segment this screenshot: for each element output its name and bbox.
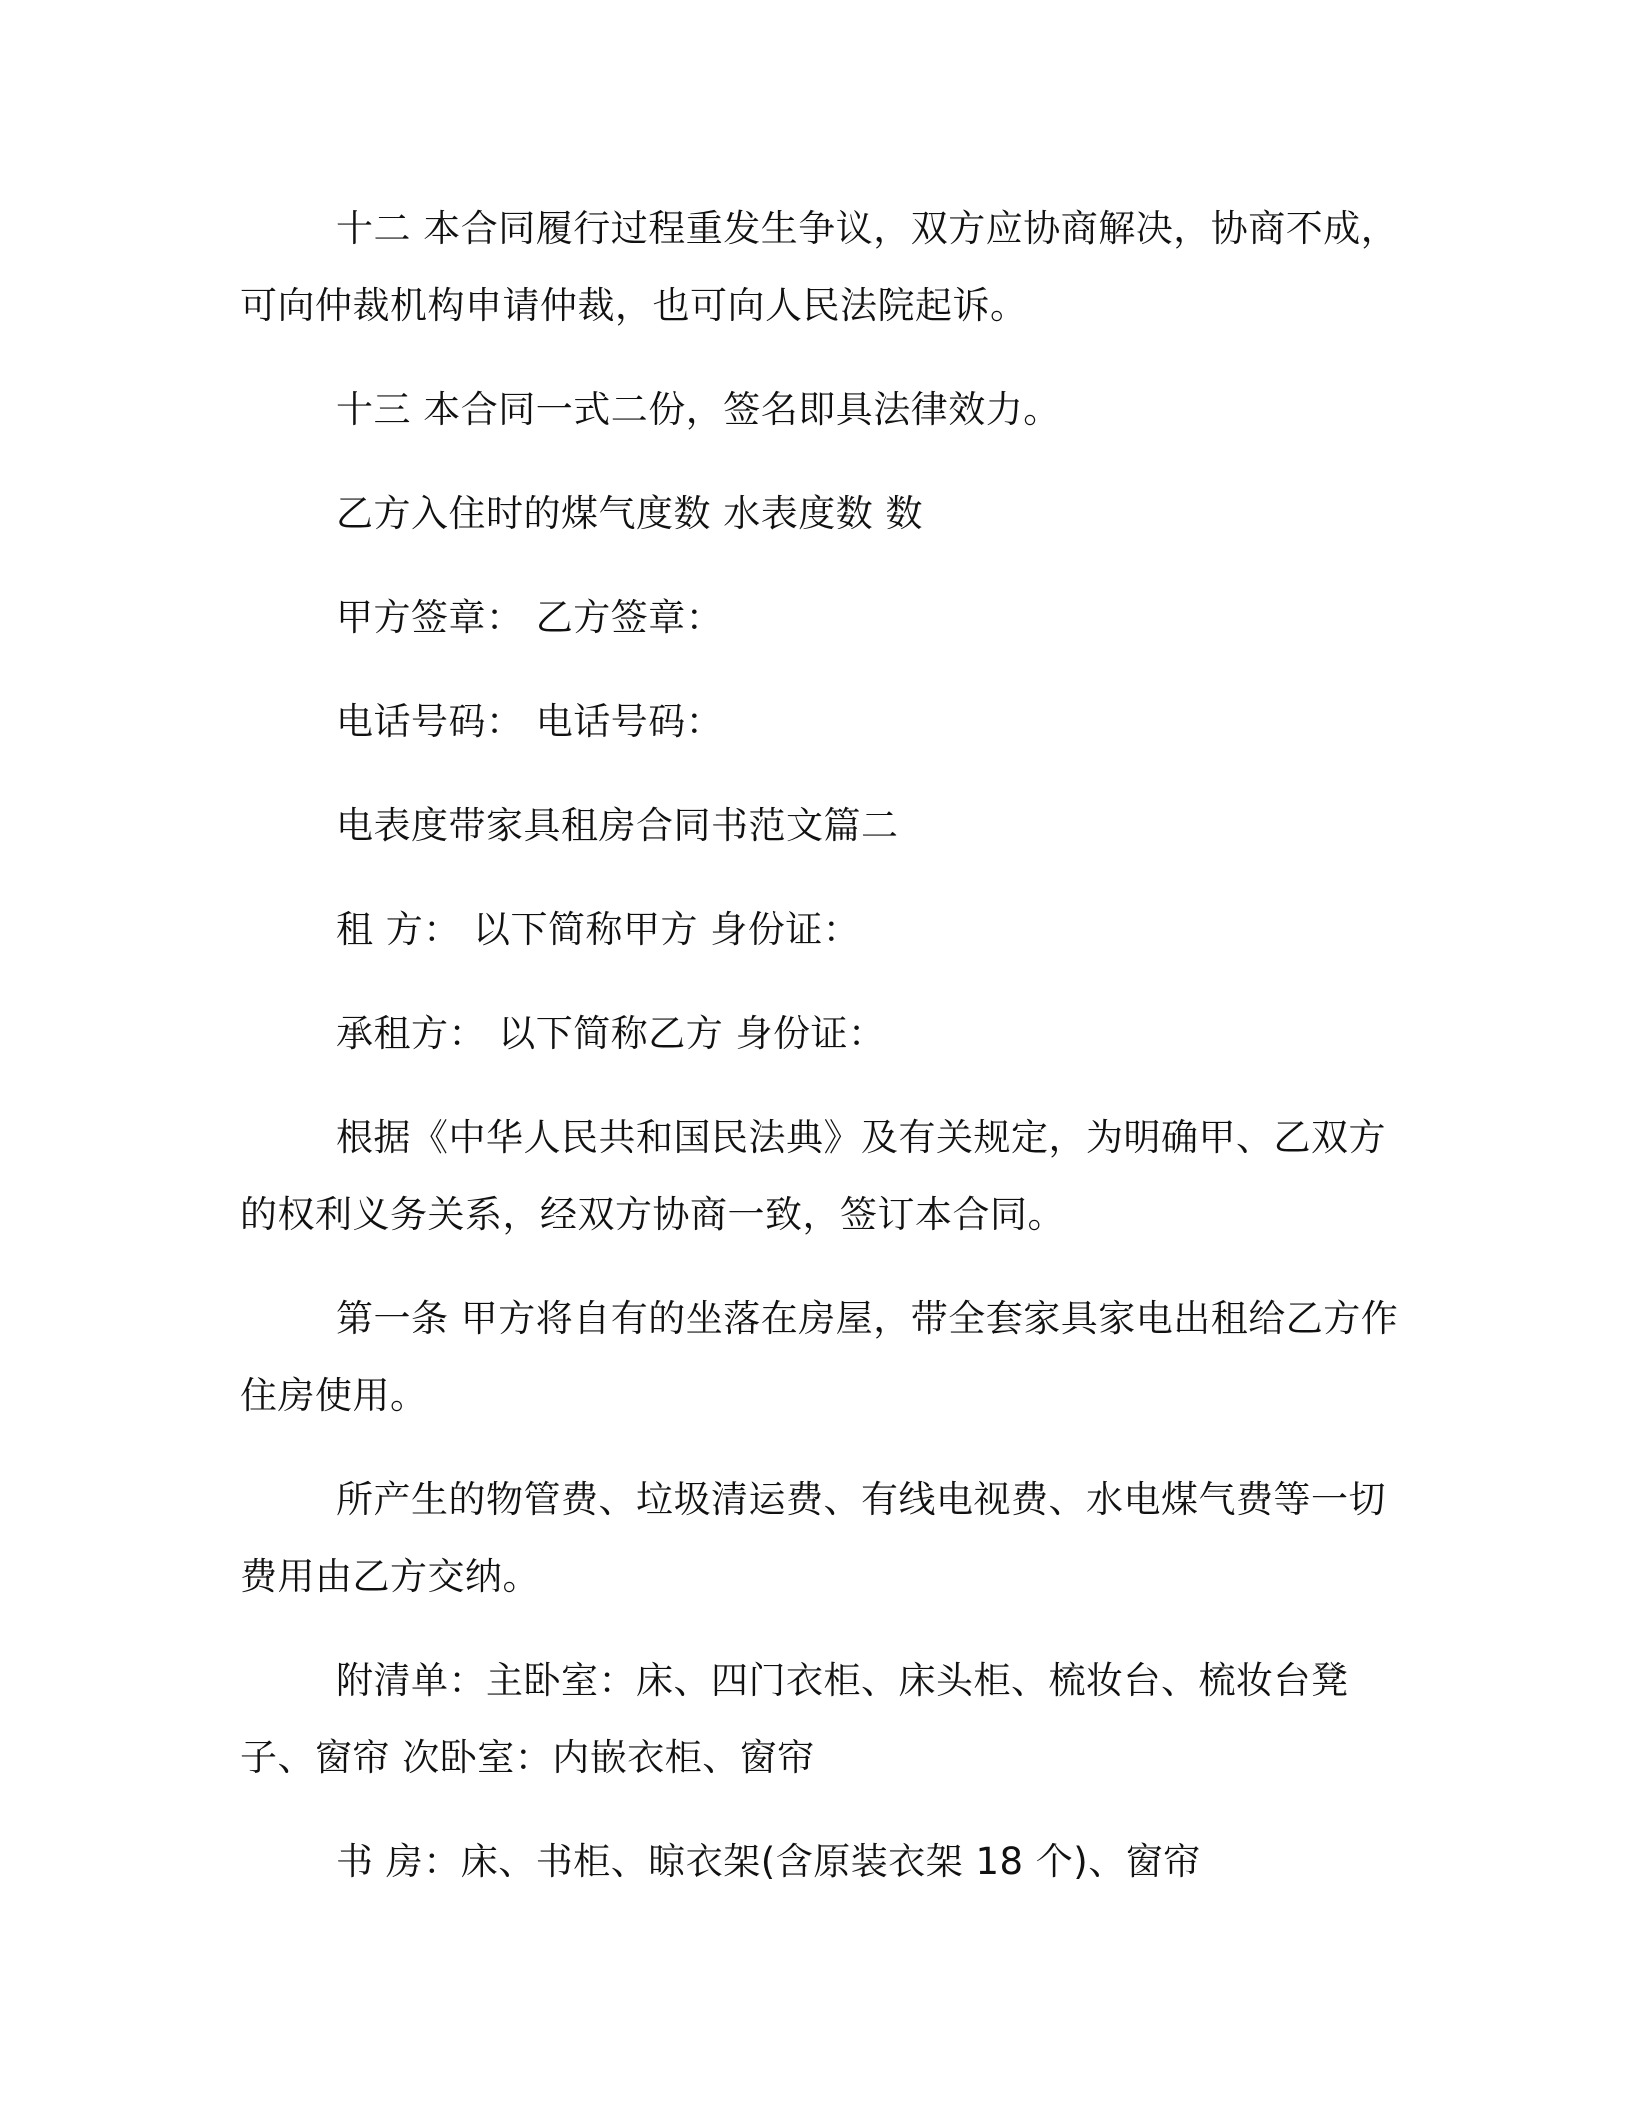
paragraph-furniture-list: 附清单：主卧室：床、四门衣柜、床头柜、梳妆台、梳妆台凳子、窗帘 次卧室：内嵌衣柜、窗帘: [240, 1659, 1349, 1779]
paragraph-meter-readings: 乙方入住时的煤气度数 水表度数 数: [336, 492, 924, 535]
paragraph-clause-12: 十二 本合同履行过程重发生争议，双方应协商解决，协商不成，可向仲裁机构申请仲裁，也可向人民法院起诉。: [240, 207, 1399, 327]
paragraph-phone-numbers: 电话号码： 电话号码：: [336, 700, 724, 743]
paragraph-article-1: 第一条 甲方将自有的坐落在房屋，带全套家具家电出租给乙方作住房使用。: [240, 1297, 1399, 1417]
paragraph-lessor: 租 方： 以下简称甲方 身份证：: [336, 908, 861, 951]
paragraph-lessee: 承租方： 以下简称乙方 身份证：: [336, 1012, 886, 1055]
paragraph-clause-13: 十三 本合同一式二份，签名即具法律效力。: [336, 388, 1061, 431]
paragraph-signatures: 甲方签章： 乙方签章：: [336, 596, 724, 639]
document-body: [240, 190, 1410, 1927]
paragraph-study-room: 书 房：床、书柜、晾衣架(含原装衣架 18 个)、窗帘: [336, 1840, 1201, 1883]
paragraph-legal-basis: 根据《中华人民共和国民法典》及有关规定，为明确甲、乙双方的权利义务关系，经双方协商一致，签订本合同。: [240, 1116, 1386, 1236]
paragraph-fees: 所产生的物管费、垃圾清运费、有线电视费、水电煤气费等一切费用由乙方交纳。: [240, 1478, 1386, 1598]
section-title: 电表度带家具租房合同书范文篇二: [336, 804, 899, 847]
